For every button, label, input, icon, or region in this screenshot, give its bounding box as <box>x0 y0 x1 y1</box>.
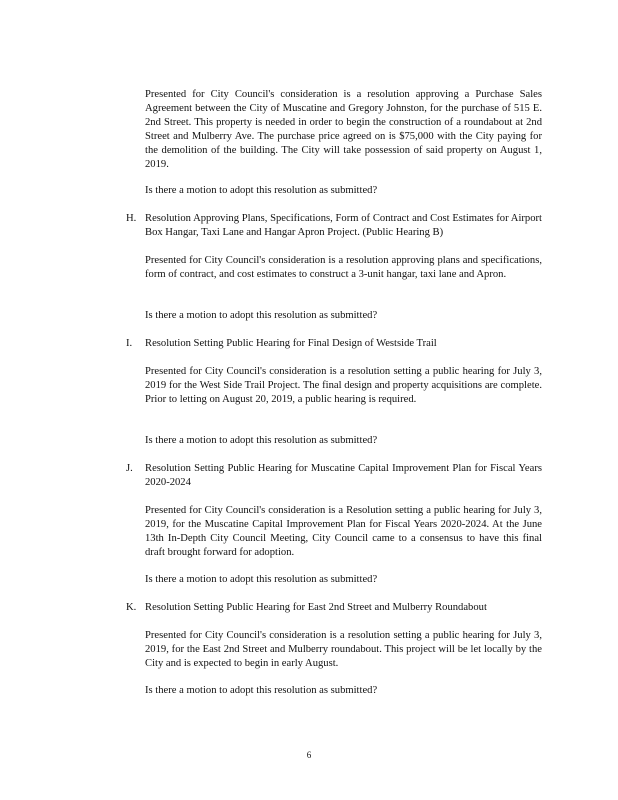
agenda-item-k <box>126 601 542 615</box>
item-title: Resolution Setting Public Hearing for Final Design of Westside Trail <box>145 338 437 349</box>
agenda-item-i <box>126 337 542 351</box>
item-title: Resolution Setting Public Hearing for Muscatine Capital Improvement Plan for Fiscal Years 2020-2024 <box>145 463 542 488</box>
airport-hangar-paragraph: Presented for City Council's consideration is a resolution approving plans and specifications, form of contract, and cost estimates to construct a 3-unit hangar, taxi lane and Apron. <box>145 255 542 280</box>
item-title: Resolution Setting Public Hearing for East 2nd Street and Mulberry Roundabout <box>145 602 487 613</box>
agenda-item-h <box>126 212 542 240</box>
capital-improvement-paragraph: Presented for City Council's consideration is a Resolution setting a public hearing for July 3, 2019, for the Muscatine Capital Improvement Plan for Fiscal Years 2020-2024. At the June 13th In-Depth City Council Meeting, City Council came to a consensus to have this final draft brought forward for adoption. <box>145 505 542 558</box>
agenda-item-j <box>126 462 542 490</box>
item-letter: K. <box>126 602 137 613</box>
motion-question: Is there a motion to adopt this resolution as submitted? <box>145 185 378 196</box>
motion-question: Is there a motion to adopt this resolution as submitted? <box>145 435 378 446</box>
motion-question: Is there a motion to adopt this resolution as submitted? <box>145 685 378 696</box>
item-letter: I. <box>126 338 133 349</box>
item-letter: H. <box>126 213 137 224</box>
item-letter: J. <box>126 463 133 474</box>
purchase-agreement-paragraph: Presented for City Council's consideration is a resolution approving a Purchase Sales Agreement between the City of Muscatine and Gregory Johnston, for the purchase of 515 E. 2nd Street. This property is needed in order to begin the construction of a roundabout at 2nd Street and Mulberry Ave. The purchase price agreed on is $75,000 with the City paying for the demolition of the building. The City will take possession of said property on August 1, 2019. <box>145 89 542 170</box>
motion-question: Is there a motion to adopt this resolution as submitted? <box>145 574 378 585</box>
westside-trail-paragraph: Presented for City Council's consideration is a resolution setting a public hearing for July 3, 2019 for the West Side Trail Project. The final design and property acquisitions are complete. Prior to letting on August 20, 2019, a public hearing is required. <box>145 366 542 405</box>
page-number: 6 <box>306 750 312 760</box>
item-title: Resolution Approving Plans, Specifications, Form of Contract and Cost Estimates for Airport Box Hangar, Taxi Lane and Hangar Apron Project. (Public Hearing B) <box>145 213 542 238</box>
motion-question: Is there a motion to adopt this resolution as submitted? <box>145 310 378 321</box>
roundabout-paragraph: Presented for City Council's consideration is a resolution setting a public hearing for July 3, 2019, for the East 2nd Street and Mulberry roundabout. This project will be let locally by the City and is expected to begin in early August. <box>145 630 542 669</box>
